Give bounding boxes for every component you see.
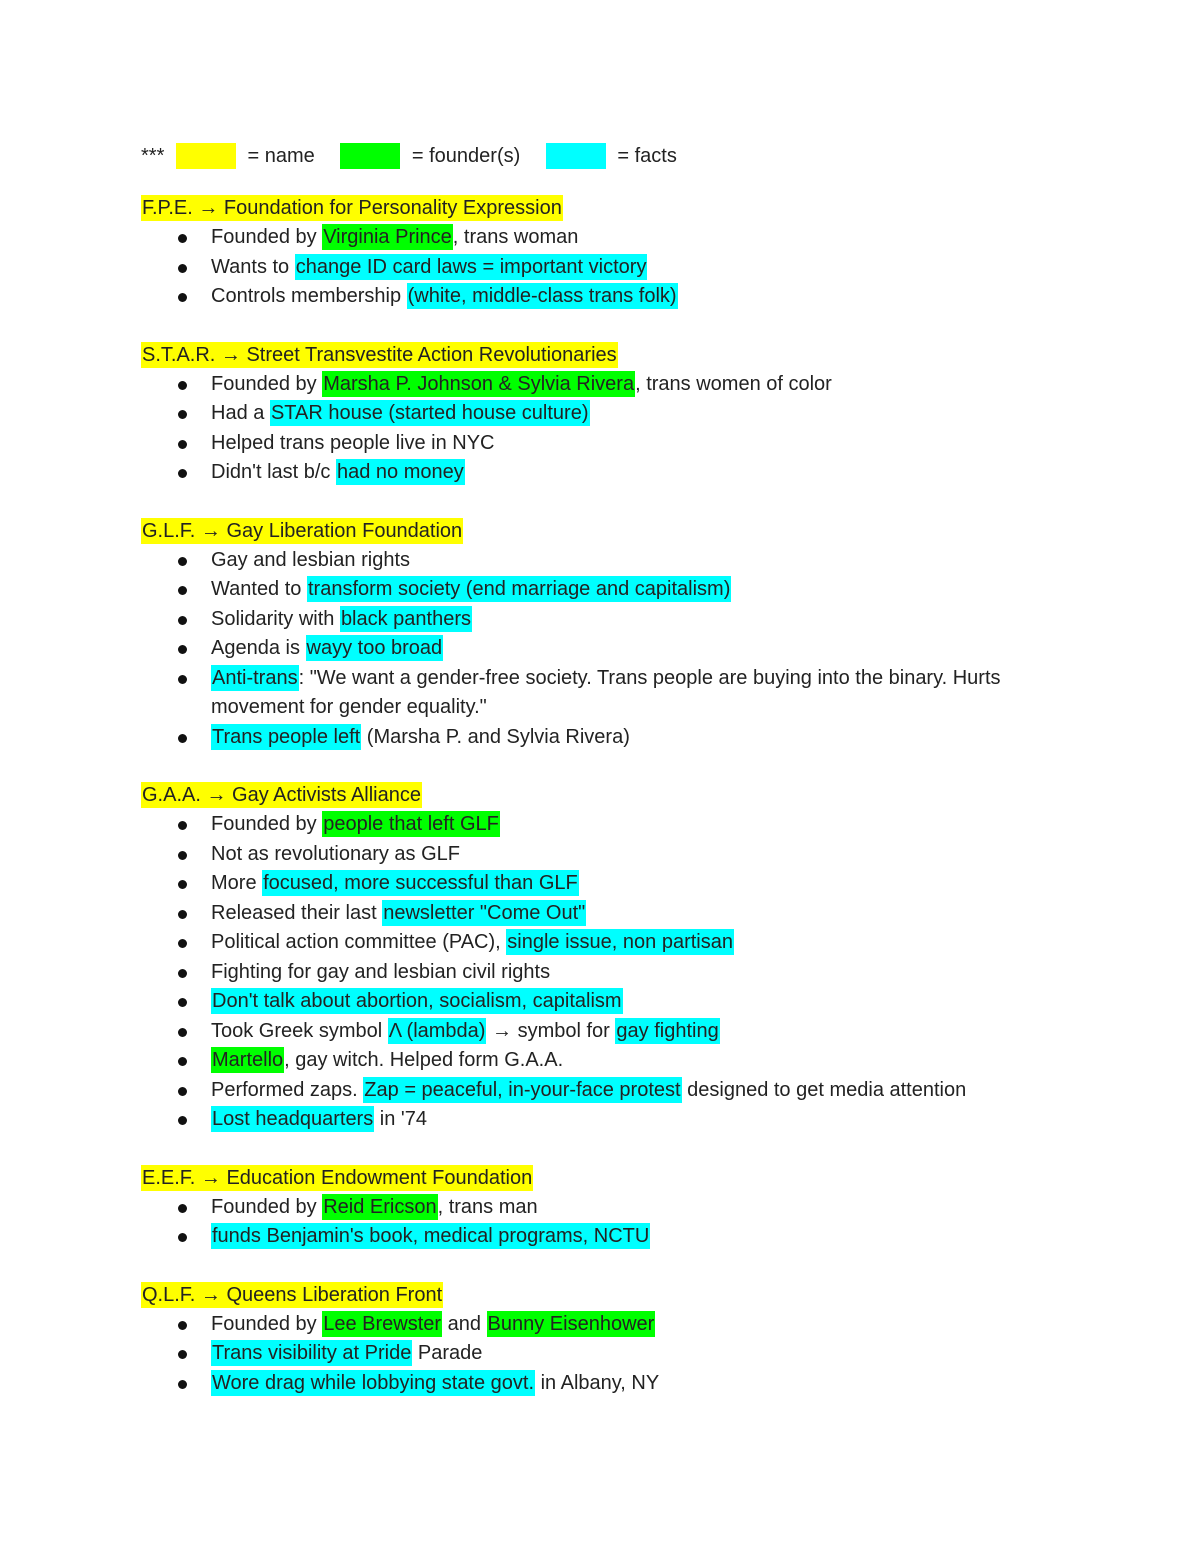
facts-highlight: gay fighting [616, 1019, 719, 1042]
list-item [141, 869, 1081, 899]
facts-highlight: transform society (end marriage and capitalism) [307, 578, 731, 600]
bullet-text: Parade [412, 1342, 483, 1364]
list-item [141, 429, 1081, 459]
bullet-text: Fighting for gay and lesbian civil rights [211, 960, 551, 983]
bullet-text: Founded by [211, 813, 323, 835]
bullet-text: Founded by [211, 226, 323, 248]
facts-highlight: Trans visibility at Pride [212, 1342, 412, 1364]
list-item [141, 370, 1081, 400]
facts-highlight: funds Benjamin's book, medical programs, NCTU [212, 1225, 650, 1247]
list-item [141, 723, 1081, 753]
facts-highlight: STAR house (started house culture) [270, 402, 589, 424]
list-item [141, 605, 1081, 635]
section-heading [141, 341, 1081, 370]
list-item [141, 546, 1081, 576]
bullet-text: (Marsha P. and Sylvia Rivera) [361, 725, 630, 748]
name-color-swatch [176, 143, 236, 169]
bullet-text: : "We want a gender-free society. Trans people are buying into the binary. Hurts movement for gender equality." [211, 666, 1001, 718]
legend-name-label: = name [247, 144, 315, 167]
bullet-text: Gay and lesbian rights [211, 548, 411, 571]
bullet-list [141, 370, 1081, 488]
founder-highlight: Reid Ericson [323, 1195, 437, 1218]
bullet-text: Founded by [211, 1312, 323, 1335]
founder-highlight: Bunny Eisenhower [487, 1312, 655, 1335]
facts-highlight: Anti-trans [212, 666, 298, 689]
list-item [141, 1310, 1081, 1340]
org-name-highlight: Q.L.F. → Queens Liberation Front [142, 1283, 443, 1306]
section-heading [141, 517, 1081, 546]
founder-highlight: Virginia Prince [323, 226, 452, 248]
founder-highlight: people that left GLF [323, 813, 499, 835]
org-name-highlight: G.L.F. → Gay Liberation Foundation [142, 519, 463, 542]
list-item [141, 664, 1081, 723]
org-name-highlight: S.T.A.R. → Street Transvestite Action Revolutionaries [142, 343, 617, 366]
list-item [141, 810, 1081, 840]
bullet-text: Wants to [211, 255, 295, 278]
bullet-text: Founded by [211, 1195, 323, 1218]
list-item [141, 1046, 1081, 1076]
facts-highlight: (white, middle-class trans folk) [407, 285, 677, 307]
founder-highlight: Marsha P. Johnson & Sylvia Rivera [323, 372, 635, 395]
founder-highlight: Lee Brewster [323, 1312, 442, 1335]
facts-highlight: had no money [336, 461, 464, 483]
facts-highlight: Λ (lambda) [388, 1019, 486, 1042]
list-item [141, 1017, 1081, 1047]
list-item [141, 399, 1081, 429]
bullet-text: → symbol for [486, 1019, 616, 1042]
list-item [141, 1369, 1081, 1399]
bullet-text: Released their last [211, 901, 383, 924]
bullet-text: Solidarity with [211, 607, 340, 630]
legend-facts-label: = facts [617, 144, 677, 167]
facts-highlight: Don't talk about abortion, socialism, capitalism [212, 990, 622, 1012]
section-eef [141, 1164, 1081, 1252]
bullet-text: Founded by [211, 372, 323, 395]
bullet-list [141, 1310, 1081, 1399]
founder-highlight: Martello [212, 1049, 284, 1071]
facts-highlight: Lost headquarters [212, 1108, 374, 1130]
list-item [141, 634, 1081, 664]
org-name-highlight: G.A.A. → Gay Activists Alliance [142, 784, 421, 806]
facts-highlight: single issue, non partisan [507, 931, 733, 953]
section-gaa [141, 781, 1081, 1135]
bullet-text: Agenda is [211, 637, 306, 659]
facts-highlight: Zap = peaceful, in-your-face protest [364, 1078, 681, 1101]
section-heading [141, 781, 1081, 810]
facts-highlight: wayy too broad [306, 637, 443, 659]
bullet-list [141, 1193, 1081, 1252]
sections-container [141, 194, 1081, 1398]
bullet-list [141, 546, 1081, 753]
bullet-text: Helped trans people live in NYC [211, 431, 495, 454]
section-heading [141, 194, 1081, 223]
bullet-list [141, 223, 1081, 312]
bullet-text: , trans woman [452, 226, 579, 248]
bullet-text: More [211, 872, 263, 894]
bullet-text: Not as revolutionary as GLF [211, 842, 460, 865]
facts-highlight: focused, more successful than GLF [263, 872, 578, 894]
bullet-text: , trans man [437, 1195, 538, 1218]
list-item [141, 1105, 1081, 1135]
bullet-text: Had a [211, 402, 270, 424]
list-item [141, 1339, 1081, 1369]
list-item [141, 575, 1081, 605]
bullet-text: Wanted to [211, 578, 307, 600]
facts-highlight: black panthers [340, 607, 472, 630]
org-name-highlight: E.E.F. → Education Endowment Foundation [142, 1166, 533, 1189]
founder-color-swatch [340, 143, 400, 169]
list-item [141, 1222, 1081, 1252]
list-item [141, 458, 1081, 488]
list-item [141, 223, 1081, 253]
list-item [141, 1076, 1081, 1106]
list-item [141, 840, 1081, 870]
section-heading [141, 1281, 1081, 1310]
bullet-text: Political action committee (PAC), [211, 931, 507, 953]
org-name-highlight: F.P.E. → Foundation for Personality Expression [142, 197, 562, 219]
list-item [141, 282, 1081, 312]
list-item [141, 958, 1081, 988]
bullet-text: Performed zaps. [211, 1078, 364, 1101]
bullet-text: and [442, 1312, 487, 1335]
list-item [141, 1193, 1081, 1223]
list-item [141, 928, 1081, 958]
facts-highlight: newsletter "Come Out" [383, 901, 586, 924]
legend-stars: *** [141, 144, 165, 167]
list-item [141, 253, 1081, 283]
bullet-text: , gay witch. Helped form G.A.A. [284, 1049, 564, 1071]
bullet-text: Controls membership [211, 285, 407, 307]
legend-founder-label: = founder(s) [411, 144, 521, 167]
section-heading [141, 1164, 1081, 1193]
bullet-text: in Albany, NY [535, 1371, 660, 1394]
facts-color-swatch [546, 143, 606, 169]
list-item [141, 899, 1081, 929]
bullet-text: designed to get media attention [681, 1078, 967, 1101]
bullet-text: Didn't last b/c [211, 461, 336, 483]
facts-highlight: Trans people left [212, 725, 361, 748]
section-glf [141, 517, 1081, 753]
notes-page [141, 138, 1081, 1427]
section-fpe [141, 194, 1081, 312]
list-item [141, 987, 1081, 1017]
facts-highlight: change ID card laws = important victory [295, 255, 647, 278]
bullet-text: , trans women of color [635, 372, 832, 395]
facts-highlight: Wore drag while lobbying state govt. [212, 1371, 535, 1394]
bullet-text: in '74 [374, 1108, 427, 1130]
bullet-text: Took Greek symbol [211, 1019, 388, 1042]
bullet-list [141, 810, 1081, 1135]
section-qlf [141, 1281, 1081, 1399]
color-legend [141, 138, 1081, 172]
section-star [141, 341, 1081, 488]
